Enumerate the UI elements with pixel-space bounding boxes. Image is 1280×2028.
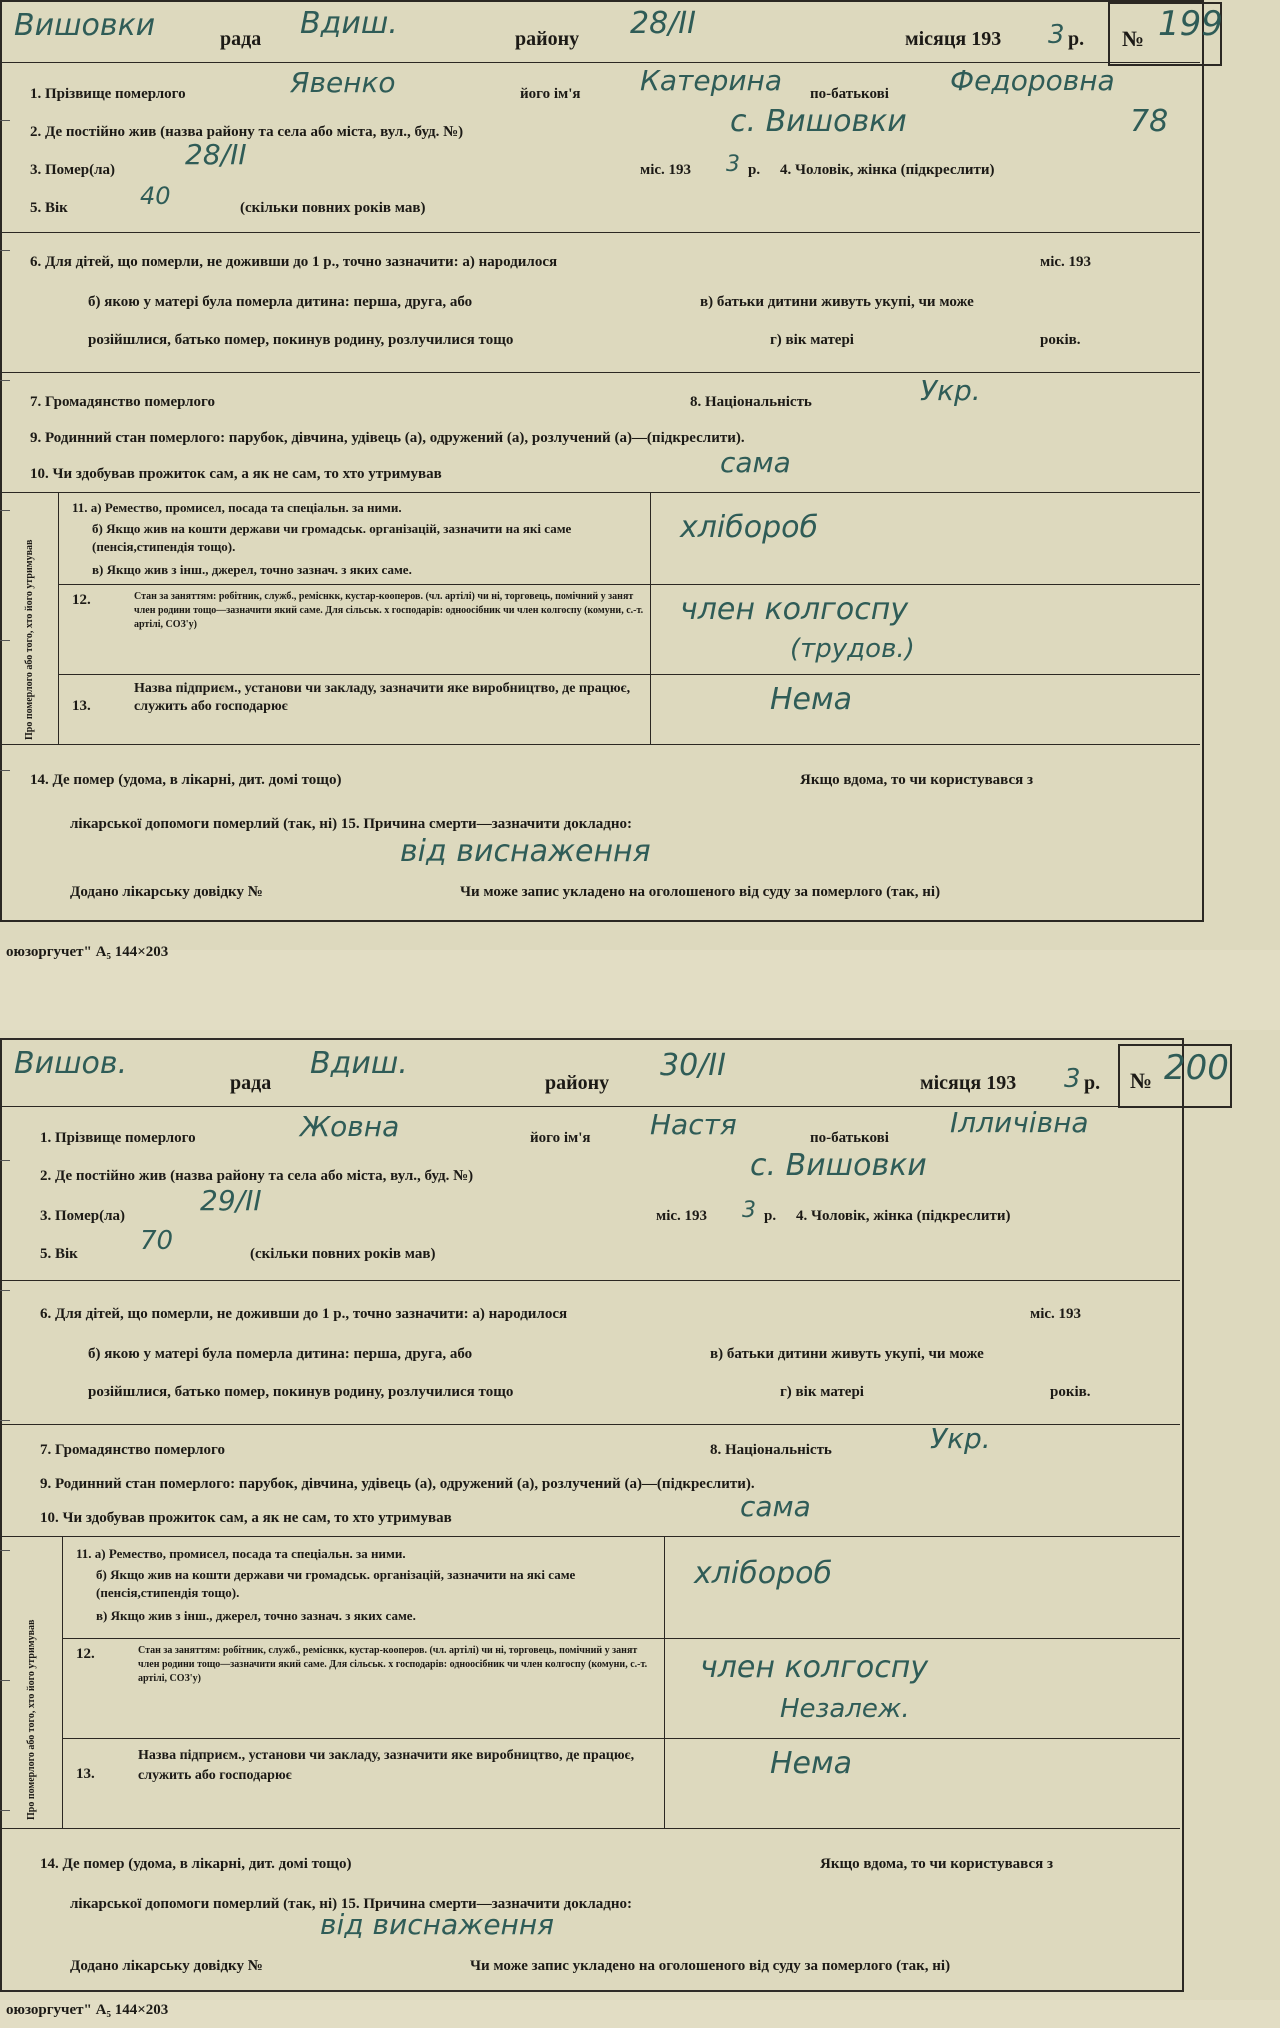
rada-value: Вишов. [14,1046,128,1081]
age-value: 70 [140,1226,174,1256]
died-label: 3. Помер(ла) [40,1208,126,1224]
day-value: 28/II [630,6,696,41]
residence-value: с. Вишовки [750,1148,927,1183]
citizenship-label: 7. Громадянство померлого [30,394,215,410]
name-value: Настя [650,1108,737,1141]
marital-label: 9. Родинний стан померлого: парубок, дівчина, удівець (а), одружений (а), розлучений (а)—(підкреслити). [40,1476,755,1492]
died-year-suffix: р. [764,1208,777,1224]
place-of-death-label: 14. Де помер (удома, в лікарні, дит. домі тощо) [30,772,342,788]
mother-age-label: г) вік матері [770,332,854,348]
died-value: 29/II [200,1184,262,1217]
died-value: 28/II [185,138,247,171]
occupation-label-c: в) Якщо жив з інш., джерел, точно зазнач. з яких саме. [96,1608,416,1623]
workplace-value: Нема [770,682,853,717]
nationality-value: Укр. [930,1422,991,1455]
surname-label: 1. Прізвище померлого [30,86,186,102]
occupation-label-a: 11. а) Ремество, промисел, посада та спеціальн. за ними. [76,1546,406,1561]
residence-label: 2. Де постійно жив (назва району та села або міста, вул., буд. №) [40,1168,474,1184]
age-hint: (скільки повних років мав) [250,1246,436,1262]
marital-label: 9. Родинний стан померлого: парубок, дівчина, удівець (а), одружений (а), розлучений (а)—(підкреслити). [30,430,745,446]
certificate-label: Додано лікарську довідку № [70,884,263,900]
rada-label: рада [220,28,262,50]
surname-value: Явенко [290,66,396,99]
occupation-label-a: 11. а) Ремество, промисел, посада та спеціальн. за ними. [72,500,402,515]
name-label: його ім'я [520,86,581,102]
age-label: 5. Вік [40,1246,78,1262]
residence-label: 2. Де постійно жив (назва району та села або міста, вул., буд. №) [30,124,464,140]
occupation-label-b: б) Якщо жив на кошти держави чи громадськ. організацій, зазначити на які саме (пенсія,стипендія тощо). [92,521,572,554]
support-label: 10. Чи здобував прожиток сам, а як не сам, то хто утримував [30,466,442,482]
nationality-value: Укр. [920,374,981,407]
nationality-label: 8. Національність [710,1442,832,1458]
age-value: 40 [140,182,171,210]
died-label: 3. Помер(ла) [30,162,116,178]
year-suffix: р. [1068,28,1085,50]
rada-value: Вишовки [14,8,156,43]
workplace-value: Нема [770,1746,853,1781]
status-value: член колгоспу [680,592,909,627]
month-label: місяця 193 [920,1072,1017,1094]
status-value-2: (трудов.) [790,634,915,664]
name-label: його ім'я [530,1130,591,1146]
form-footer: оюзоргучет" А₅ 144×203 [6,944,169,960]
home-care-label: Якщо вдома, то чи користувався з [820,1856,1053,1872]
status-label: Стан за заняттям: робітник, служб., реміснкк, кустар-кооперов. (чл. артілі) чи ні, торговець, помічний у занят член родини тощо—зазначити який саме. Для сільськ. х господарів: одноосібник чи член колгоспу (комуни, с.-т. артілі, СОЗ'у) [134,591,644,630]
support-value: сама [740,1490,811,1523]
died-year: 3 [742,1198,756,1223]
mother-age-years: років. [1050,1384,1091,1400]
place-of-death-label: 14. Де помер (удома, в лікарні, дит. домі тощо) [40,1856,352,1872]
patronymic-label: по-батькові [810,1130,889,1146]
cause-label: лікарської допомоги померлий (так, ні) 15. Причина смерти—зазначити докладно: [70,816,633,832]
form-footer: оюзоргучет" А₅ 144×203 [6,2002,169,2018]
cause-label: лікарської допомоги померлий (так, ні) 15. Причина смерти—зазначити докладно: [70,1896,633,1912]
certificate-label: Додано лікарську довідку № [70,1958,263,1974]
status-value: член колгоспу [700,1650,929,1685]
died-year-suffix: р. [748,162,761,178]
died-month-label: міс. 193 [640,162,692,178]
workplace-label: Назва підприєм., установи чи закладу, зазначити яке виробництво, де працює, служить або господарює [134,681,631,714]
rayon-label: району [515,28,580,50]
sex-label: 4. Чоловік, жінка (підкреслити) [796,1208,1011,1224]
mother-age-label: г) вік матері [780,1384,864,1400]
home-care-label: Якщо вдома, то чи користувався з [800,772,1033,788]
occupation-value: хлібороб [694,1556,833,1591]
death-record-form-1: Вишовки рада Вдиш. району 28/II місяця 193 3 р. № 199 1. Прізвище померлого Явенко його ім'я Катерина по-батькові Федоровна 2. Де постійно жив (назва району та села або міста, вул., буд. №) с. Вишовки 78 3. Помер(ла) 28/II міс. 193 3 р. 4. Чоловік, жінка (підкреслити) 5. Вік 40 (скільки повних років мав) 6. Для дітей, що померли, не доживши до 1 р., точно зазначити: а) народилося міс. 193 б) якою у матері була померла дитина: перша, друга, або в) батьки дитини живуть укупі, чи може розійшлися, батько помер, покинув родину, розлучилися тощо г) вік матері років. 7. Громадянство померлого 8. Національність Укр. 9. Родинний стан померлого: парубок, дівчина, удівець (а), одружений (а), розлучений (а)—(підкреслити). 10. Чи здобував прожиток сам, а як не сам, то хто утримував сама Про померлого або того, хто його утримував 11. а) Ремество, промисел, посада та спеціальн. за ними. б) Якщо жив на кошти держави чи громадськ. організацій, зазначити на які саме (пенсія,стипендія тощо). в) Якщо жив з інш., джерел, точно зазнач. з яких саме. хлібороб 12. Стан за заняттям: робітник, служб., реміснкк, кустар-кооперов. (чл. артілі) чи ні, торговець, помічний у занят член родини тощо—зазначити який саме. Для сільськ. х господарів: одноосібник чи член колгоспу (комуни, с.-т. артілі, СОЗ'у) член колгоспу (трудов.) 13. Назва підприєм., установи чи закладу, зазначити яке виробництво, де працює, служить або господарює Нема 14. Де помер (удома, в лікарні, дит. домі тощо) Якщо вдома, то чи користувався з лікарської допомоги померлий (так, ні) 15. Причина смерти—зазначити докладно: від виснаження Додано лікарську довідку № Чи може запис укладено на оголошеного від суду за померлого (так, ні) оюзоргучет" А₅ 144×203 [0,0,1280,950]
age-hint: (скільки повних років мав) [240,200,426,216]
support-value: сама [720,446,791,479]
died-month-label: міс. 193 [656,1208,708,1224]
record-number: 199 [1158,4,1223,44]
patronymic-label: по-батькові [810,86,889,102]
surname-label: 1. Прізвище померлого [40,1130,196,1146]
workplace-label: Назва підприєм., установи чи закладу, зазначити яке виробництво, де працює, служить або господарює [138,1748,635,1783]
rada-label: рада [230,1072,272,1094]
status-label: Стан за заняттям: робітник, служб., реміснкк, кустар-кооперов. (чл. артілі) чи ні, торговець, помічний у занят член родини тощо—зазначити який саме. Для сільськ. х господарів: одноосібник чи член колгоспу (комуни, с.-т. артілі, СОЗ'у) [138,1645,648,1684]
rayon-value: Вдиш. [310,1046,408,1081]
parents-label: в) батьки дитини живуть укупі, чи може [700,294,974,310]
child-birth-label: 6. Для дітей, що померли, не доживши до 1 р., точно зазначити: а) народилося [30,254,558,270]
occupation-label-c: в) Якщо жив з інш., джерел, точно зазнач. з яких саме. [92,562,412,577]
year-digit: 3 [1048,20,1065,50]
support-label: 10. Чи здобував прожиток сам, а як не сам, то хто утримував [40,1510,452,1526]
occupation-value: хлібороб [680,510,819,545]
patronymic-value: Ілличівна [950,1106,1089,1139]
side-label: Про померлого або того, хто його утримував [24,539,35,740]
parents-label: в) батьки дитини живуть укупі, чи може [710,1346,984,1362]
sex-label: 4. Чоловік, жінка (підкреслити) [780,162,995,178]
child-order-label: б) якою у матері була померла дитина: перша, друга, або [88,294,473,310]
residence-value: с. Вишовки [730,104,907,139]
year-digit: 3 [1064,1064,1081,1094]
child-order-label: б) якою у матері була померла дитина: перша, друга, або [88,1346,473,1362]
parents-label-2: розійшлися, батько помер, покинув родину, розлучилися тощо [88,332,514,348]
child-birth-month: міс. 193 [1040,254,1092,270]
residence-extra: 78 [1130,104,1169,139]
court-label: Чи може запис укладено на оголошеного від суду за померлого (так, ні) [460,884,941,900]
day-value: 30/II [660,1048,726,1083]
cause-value: від виснаження [400,834,651,869]
age-label: 5. Вік [30,200,68,216]
nationality-label: 8. Національність [690,394,812,410]
year-suffix: р. [1084,1072,1101,1094]
occupation-label-b: б) Якщо жив на кошти держави чи громадськ. організацій, зазначити на які саме (пенсія,стипендія тощо). [96,1567,576,1600]
child-birth-month: міс. 193 [1030,1306,1082,1322]
rayon-value: Вдиш. [300,6,398,41]
rayon-label: району [545,1072,610,1094]
month-label: місяця 193 [905,28,1002,50]
patronymic-value: Федоровна [950,64,1115,97]
parents-label-2: розійшлися, батько помер, покинув родину, розлучилися тощо [88,1384,514,1400]
court-label: Чи може запис укладено на оголошеного від суду за померлого (так, ні) [470,1958,951,1974]
number-label: № [1130,1068,1153,1093]
side-label: Про померлого або того, хто його утримував [26,1619,37,1820]
record-number: 200 [1164,1048,1229,1088]
death-record-form-2: Вишов. рада Вдиш. району 30/II місяця 193 3 р. № 200 1. Прізвище померлого Жовна його ім'я Настя по-батькові Ілличівна 2. Де постійно жив (назва району та села або міста, вул., буд. №) с. Вишовки 3. Помер(ла) 29/II міс. 193 3 р. 4. Чоловік, жінка (підкреслити) 5. Вік 70 (скільки повних років мав) 6. Для дітей, що померли, не доживши до 1 р., точно зазначити: а) народилося міс. 193 б) якою у матері була померла дитина: перша, друга, або в) батьки дитини живуть укупі, чи може розійшлися, батько помер, покинув родину, розлучилися тощо г) вік матері років. 7. Громадянство померлого 8. Національність Укр. 9. Родинний стан померлого: парубок, дівчина, удівець (а), одружений (а), розлучений (а)—(підкреслити). 10. Чи здобував прожиток сам, а як не сам, то хто утримував сама Про померлого або того, хто його утримував 11. а) Ремество, промисел, посада та спеціальн. за ними. б) Якщо жив на кошти держави чи громадськ. організацій, зазначити на які саме (пенсія,стипендія тощо). в) Якщо жив з інш., джерел, точно зазнач. з яких саме. хлібороб 12. Стан за заняттям: робітник, служб., реміснкк, кустар-кооперов. (чл. артілі) чи ні, торговець, помічний у занят член родини тощо—зазначити який саме. Для сільськ. х господарів: одноосібник чи член колгоспу (комуни, с.-т. артілі, СОЗ'у) член колгоспу Незалеж. 13. Назва підприєм., установи чи закладу, зазначити яке виробництво, де працює, служить або господарює Нема 14. Де помер (удома, в лікарні, дит. домі тощо) Якщо вдома, то чи користувався з лікарської допомоги померлий (так, ні) 15. Причина смерти—зазначити докладно: від виснаження Додано лікарську довідку № Чи може запис укладено на оголошеного від суду за померлого (так, ні) оюзоргучет" А₅ 144×203 [0,1030,1280,2000]
surname-value: Жовна [300,1110,400,1143]
cause-value: від виснаження [320,1908,555,1941]
citizenship-label: 7. Громадянство померлого [40,1442,225,1458]
number-label: № [1122,26,1145,51]
mother-age-years: років. [1040,332,1081,348]
status-value-2: Незалеж. [780,1694,910,1724]
child-birth-label: 6. Для дітей, що померли, не доживши до 1 р., точно зазначити: а) народилося [40,1306,568,1322]
died-year: 3 [726,152,740,177]
name-value: Катерина [640,64,783,97]
